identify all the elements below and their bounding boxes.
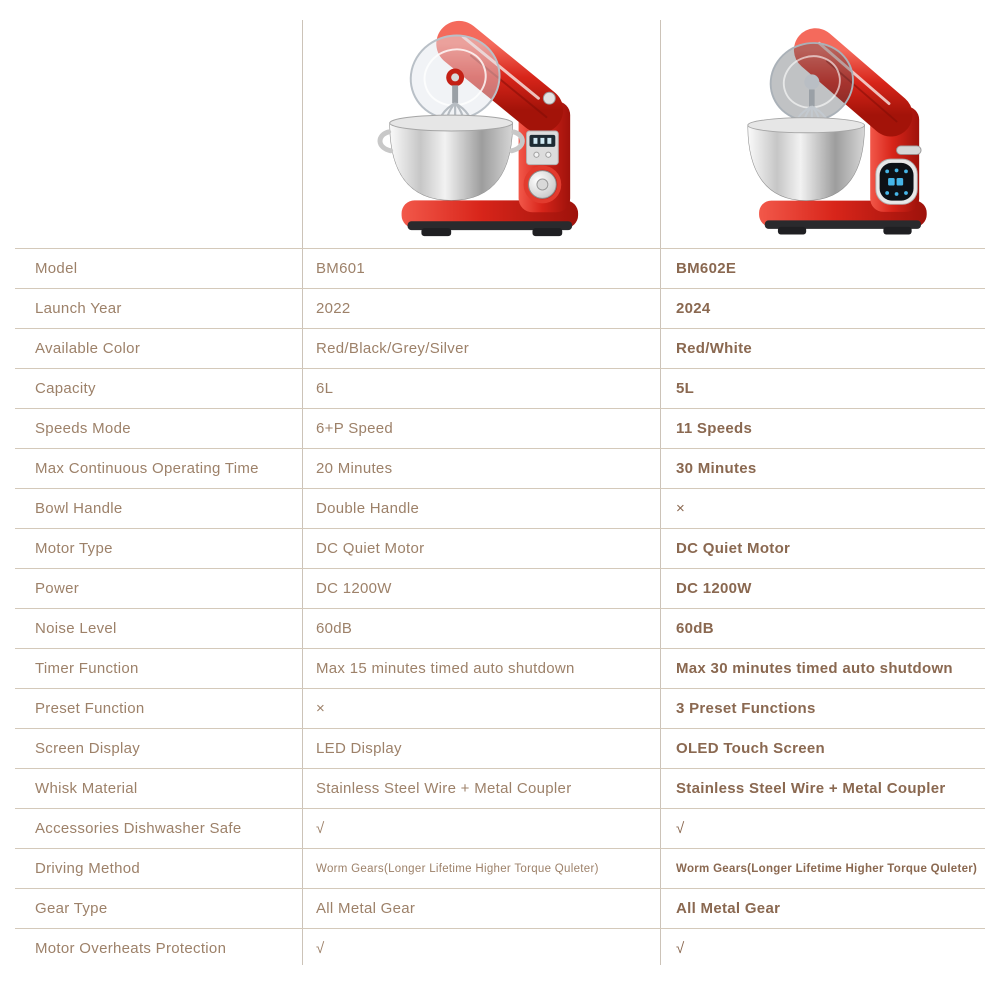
bm601-value: √ [316, 940, 325, 957]
row-label: Bowl Handle [35, 500, 123, 517]
stand-mixer-illustration-bm602e [712, 16, 938, 242]
table-row-gear-type [15, 888, 985, 928]
table-row-timer-function [15, 648, 985, 688]
row-label: Motor Type [35, 540, 113, 557]
bm602e-value: Red/White [676, 340, 753, 357]
bm601-value: BM601 [316, 260, 366, 277]
row-label: Driving Method [35, 860, 141, 877]
bm601-product-image [352, 6, 590, 249]
bm602e-value: × [676, 500, 686, 517]
bm602e-value: Max 30 minutes timed auto shutdown [676, 660, 953, 677]
table-row-preset-function [15, 688, 985, 728]
bm602e-value: Worm Gears(Longer Lifetime Higher Torque Quleter) [676, 862, 978, 875]
table-row-bowl-handle [15, 488, 985, 528]
bm601-value: √ [316, 820, 325, 837]
table-row-whisk-material [15, 768, 985, 808]
bm601-value: All Metal Gear [316, 900, 416, 917]
bm601-value: 60dB [316, 620, 353, 637]
row-label: Speeds Mode [35, 420, 131, 437]
table-row-speeds-mode [15, 408, 985, 448]
bm601-value: 2022 [316, 300, 351, 317]
row-label: Whisk Material [35, 780, 138, 797]
bm601-value: Red/Black/Grey/Silver [316, 340, 470, 357]
bm602e-value: √ [676, 940, 685, 957]
bm601-value: Stainless Steel Wire + Metal Coupler [316, 780, 572, 797]
table-row-motor-type [15, 528, 985, 568]
table-row-dishwasher-safe [15, 808, 985, 848]
bm602e-value: All Metal Gear [676, 900, 781, 917]
bm602e-value: 5L [676, 380, 695, 397]
table-row-model [15, 248, 985, 288]
row-label: Screen Display [35, 740, 141, 757]
bm602e-value: Stainless Steel Wire + Metal Coupler [676, 780, 946, 797]
bm601-value: Max 15 minutes timed auto shutdown [316, 660, 575, 677]
bm602e-value: DC Quiet Motor [676, 540, 791, 557]
bm602e-value: BM602E [676, 260, 737, 277]
stand-mixer-illustration-bm601 [352, 6, 590, 244]
bm602e-product-image [712, 16, 938, 247]
bm602e-value: DC 1200W [676, 580, 752, 597]
row-label: Available Color [35, 340, 141, 357]
bm601-value: 20 Minutes [316, 460, 393, 477]
bm601-value: DC 1200W [316, 580, 392, 597]
table-row-max-operating-time [15, 448, 985, 488]
row-label: Max Continuous Operating Time [35, 460, 259, 477]
row-label: Noise Level [35, 620, 117, 637]
row-label: Timer Function [35, 660, 139, 677]
row-label: Power [35, 580, 80, 597]
table-row-power [15, 568, 985, 608]
row-label: Gear Type [35, 900, 108, 917]
row-label: Accessories Dishwasher Safe [35, 820, 242, 837]
bm602e-value: OLED Touch Screen [676, 740, 826, 757]
table-row-launch-year [15, 288, 985, 328]
bm602e-value: √ [676, 820, 685, 837]
bm601-value: 6+P Speed [316, 420, 394, 437]
row-label: Launch Year [35, 300, 122, 317]
table-row-available-color [15, 328, 985, 368]
bm601-value: × [316, 700, 326, 717]
spec-comparison-table [15, 248, 985, 968]
row-label: Model [35, 260, 78, 277]
bm602e-value: 30 Minutes [676, 460, 757, 477]
bm601-value: Double Handle [316, 500, 420, 517]
bm601-value: 6L [316, 380, 334, 397]
bm601-value: DC Quiet Motor [316, 540, 425, 557]
table-row-capacity [15, 368, 985, 408]
bm602e-value: 11 Speeds [676, 420, 753, 437]
bm601-value: LED Display [316, 740, 402, 757]
table-row-screen-display [15, 728, 985, 768]
row-label: Preset Function [35, 700, 145, 717]
bm602e-value: 2024 [676, 300, 711, 317]
row-label: Capacity [35, 380, 96, 397]
table-row-motor-overheats-protection [15, 928, 985, 968]
row-label: Motor Overheats Protection [35, 940, 227, 957]
bm602e-value: 60dB [676, 620, 714, 637]
table-row-noise-level [15, 608, 985, 648]
bm602e-value: 3 Preset Functions [676, 700, 816, 717]
bm601-value: Worm Gears(Longer Lifetime Higher Torque Quleter) [316, 862, 599, 875]
table-row-driving-method [15, 848, 985, 888]
